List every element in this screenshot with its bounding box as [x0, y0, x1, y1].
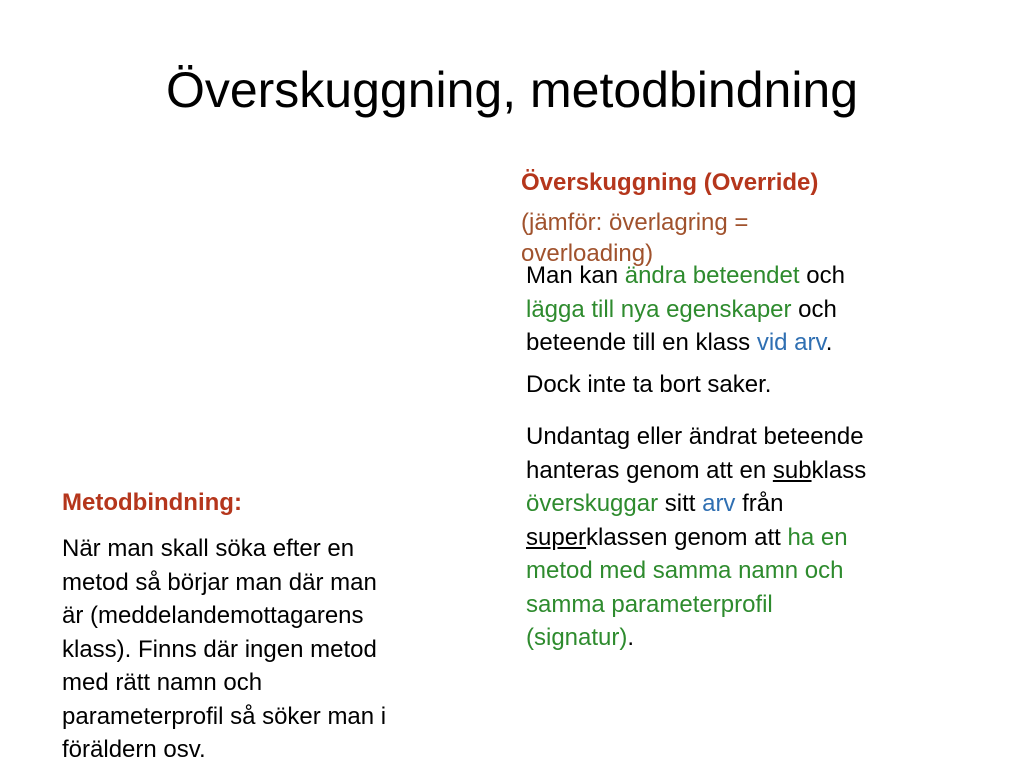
- para3-line-2: [526, 454, 946, 488]
- text-span: från: [735, 490, 784, 517]
- slide-title: Överskuggning, metodbindning: [165, 62, 859, 118]
- para1-line-1: [526, 259, 926, 293]
- para3-line-4: [526, 521, 946, 555]
- text-span: klass: [811, 456, 867, 484]
- mb-line: När man skall söka efter en: [62, 535, 355, 562]
- mb-line: är (meddelandemottagarens: [62, 602, 364, 629]
- para3-line-5: metod med samma namn och: [526, 557, 844, 584]
- restriction-note: Dock inte ta bort saker.: [526, 371, 772, 398]
- text-span: .: [825, 329, 833, 356]
- highlight-green: (signatur): [526, 624, 628, 651]
- text-span: hanteras genom att en: [526, 456, 773, 484]
- override-heading: Överskuggning (Override): [521, 169, 819, 196]
- para3-line-3: [526, 487, 946, 521]
- para1-line-3: [526, 326, 926, 360]
- text-span: Man kan: [526, 262, 625, 289]
- highlight-blue: vid arv: [756, 329, 826, 356]
- highlight-green: ha en: [787, 523, 848, 551]
- text-span: sitt: [658, 490, 703, 517]
- underlined-text: sub: [772, 456, 812, 484]
- highlight-green: överskuggar: [526, 490, 659, 517]
- mb-line: klass). Finns där ingen metod: [62, 635, 377, 663]
- mb-line: föräldern osv.: [62, 736, 206, 763]
- exception-description: [526, 420, 946, 655]
- override-description: [526, 259, 926, 360]
- text-span: och: [799, 262, 845, 289]
- compare-line-1: (jämför: överlagring =: [521, 209, 749, 236]
- text-span: och: [791, 295, 837, 323]
- mb-line: metod så börjar man där man: [62, 568, 377, 596]
- compare-line-2: overloading): [521, 240, 654, 267]
- highlight-blue: arv: [702, 490, 736, 517]
- mb-line: parameterprofil så söker man i: [62, 702, 387, 730]
- highlight-green: ändra beteendet: [624, 262, 800, 289]
- metodbindning-heading: Metodbindning:: [62, 489, 242, 516]
- text-span: .: [627, 624, 635, 651]
- underlined-text: super: [526, 523, 587, 551]
- text-span: beteende till en klass: [526, 329, 757, 356]
- mb-line: med rätt namn och: [62, 669, 263, 696]
- para3-line-6: samma parameterprofil: [526, 590, 773, 618]
- metodbindning-description: [62, 532, 462, 767]
- para1-line-2: [526, 293, 926, 327]
- text-span: klassen genom att: [586, 523, 788, 551]
- highlight-green: lägga till nya egenskaper: [526, 295, 792, 323]
- para3-line-1: Undantag eller ändrat beteende: [526, 423, 864, 450]
- para3-line-7: [526, 621, 946, 655]
